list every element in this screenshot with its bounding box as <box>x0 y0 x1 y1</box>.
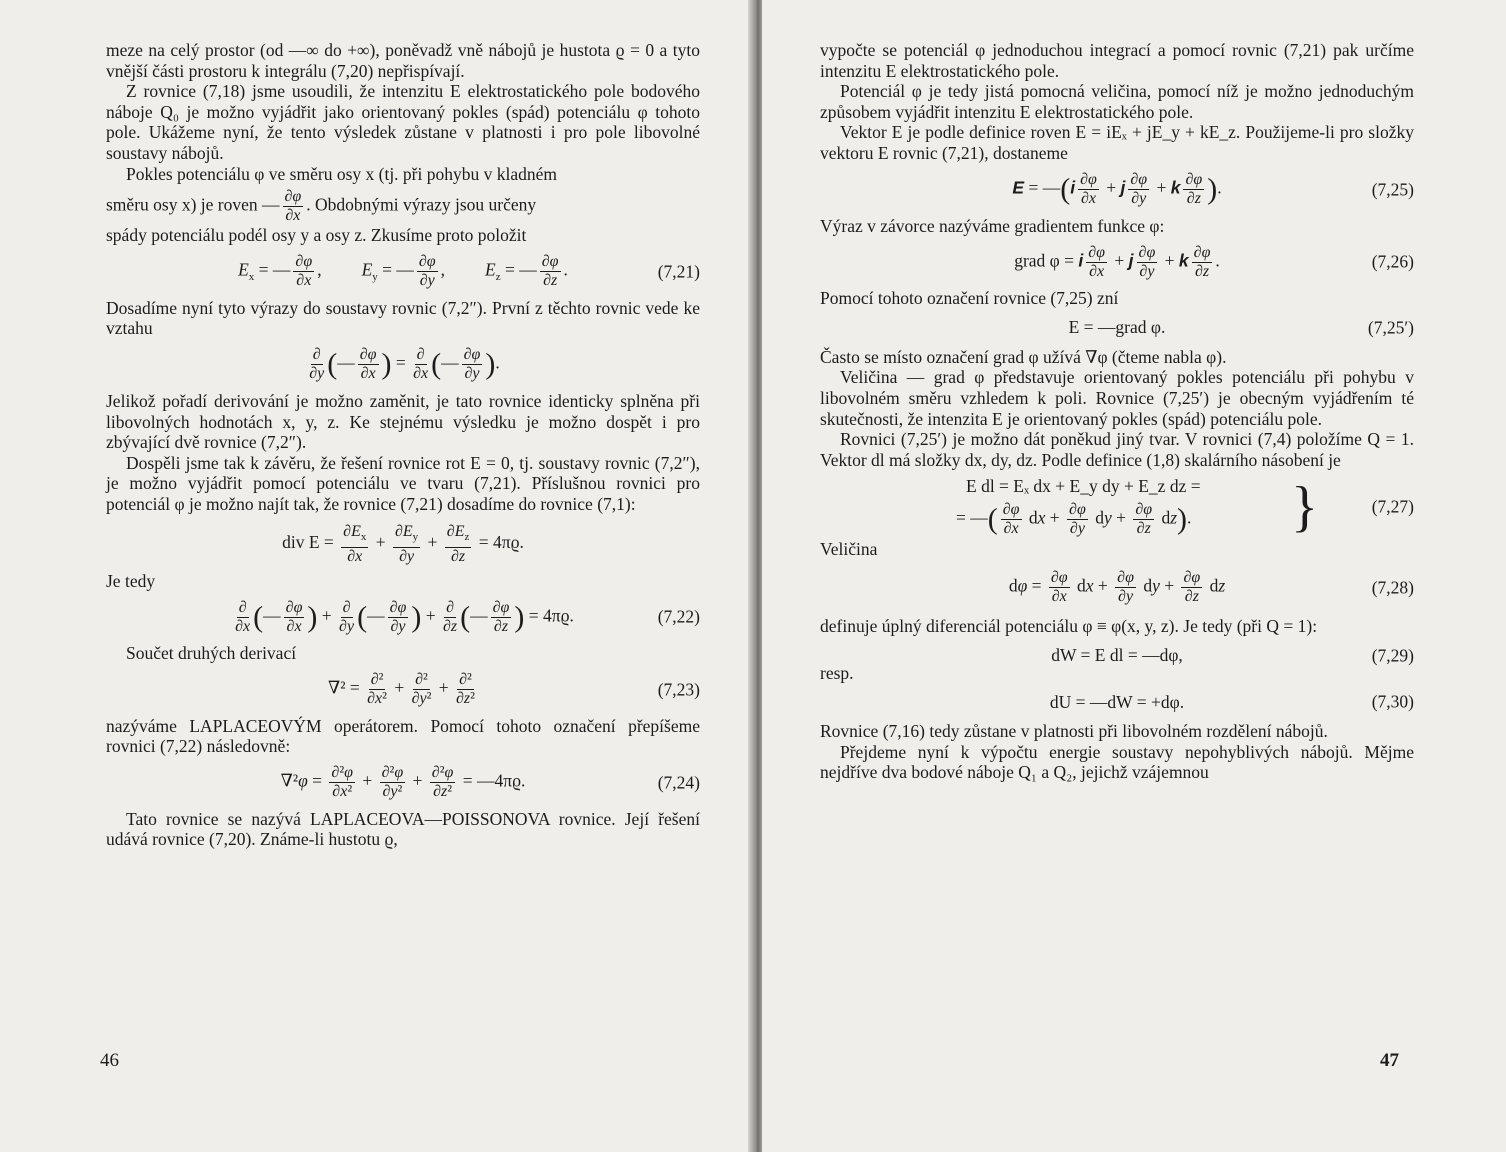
equation-mixed-derivatives: $\frac{\partial}{\partial y}$ (— $\frac{\partial\varphi}{\partial x}$ ) = $\frac{\partial}{\partial x}$ (— $\frac{\partial\varphi}{\partial y}$ ). <box>309 346 500 383</box>
equation-7-27 <box>820 476 1414 560</box>
equation-divergence: div E = $\frac{\partial E_x}{\partial x}$ + $\frac{\partial E_y}{\partial y}$ + $\frac{\partial E_z}{\partial z}$ = 4πϱ. <box>282 523 524 565</box>
equation-number: (7,23) <box>657 679 700 700</box>
page-number: 47 <box>1380 1050 1399 1071</box>
text: grad φ = <box>1014 250 1075 271</box>
label: resp. <box>820 662 854 683</box>
paragraph: Pokles potenciálu φ ve směru osy x (tj. při pohybu v kladném <box>126 163 558 184</box>
equation-7-22: $\frac{\partial}{\partial x}$ (— $\frac{\partial\varphi}{\partial x}$ ) + $\frac{\partial}{\partial y}$ (— $\frac{\partial\varphi}{\partial y}$ ) + $\frac{\partial}{\partial z}$ (— $\frac{\partial\varphi}{\partial z}$ ) = 4πϱ. (7,22) <box>235 598 700 635</box>
right-page <box>762 0 1506 1152</box>
equation-7-30 <box>820 687 1414 717</box>
text: dW = E dl = —dφ, <box>1051 645 1183 666</box>
right-text-column <box>820 40 1414 783</box>
equation-number: (7,25′) <box>1367 317 1414 338</box>
equation-number: (7,28) <box>1371 577 1414 598</box>
paragraph: meze na celý prostor (od —∞ do +∞), poněvadž vně nábojů je hustota ϱ = 0 a tyto vnější části prostoru k integrálu (7,20) nepřispívají. <box>106 40 700 81</box>
equation-number: (7,27) <box>1371 496 1414 517</box>
paragraph: Dosadíme nyní tyto výrazy do soustavy rovnic (7,2″). První z těchto rovnic vede ke vztahu <box>106 297 700 339</box>
equation-7-23: ∇² = $\frac{\text{∂²}}{\text{∂x²}}$ + $\frac{\text{∂²}}{\text{∂y²}}$ + $\frac{\text{∂²}}{\text{∂z²}}$ (7,23) <box>328 671 700 708</box>
label: Veličina <box>820 539 878 560</box>
equation-7-21: $E_x$ = — $\frac{\partial\varphi}{\partial x}$ , $E_y$ = — $\frac{\partial\varphi}{\partial y}$ , $E_z$ = — $\frac{\partial\varphi}{\partial z}$ . (7,21) <box>238 253 700 290</box>
text: div E = <box>282 532 334 553</box>
paragraph: vypočte se potenciál φ jednoduchou integrací a pomocí rovnic (7,21) pak určíme intenzitu E elektrostatického pole. <box>820 40 1414 81</box>
paragraph: Součet druhých derivací <box>126 643 297 664</box>
paragraph-with-fraction <box>106 188 700 225</box>
left-text-column <box>106 40 700 850</box>
fraction: $\frac{\partial\varphi}{\partial x}$ <box>284 188 302 225</box>
equation-line: = —( $\frac{\partial\varphi}{\partial x}$ dx + $\frac{\partial\varphi}{\partial y}$ dy + $\frac{\partial\varphi}{\partial z}$ dz). <box>956 500 1192 537</box>
paragraph: Dospěli jsme tak k závěru, že řešení rovnice rot E = 0, tj. soustavy rovnic (7,2″), je možno vyjádřit pomocí potenciálu ve tvaru (7,21). Příslušnou rovnici pro potenciál φ je možno najít tak, že rovnice (7,21) dosadíme do rovnice (7,1): <box>106 452 700 514</box>
paragraph: definuje úplný diferenciál potenciálu φ ≡ φ(x, y, z). Je tedy (při Q = 1): <box>820 615 1318 636</box>
equation-7-26: grad φ = i $\frac{\partial\varphi}{\partial x}$ + j $\frac{\partial\varphi}{\partial y}$ + k $\frac{\partial\varphi}{\partial z}$ . (7,26) <box>1014 243 1414 280</box>
equation-7-28: dφ = $\frac{\partial\varphi}{\partial x}$ dx + $\frac{\partial\varphi}{\partial y}$ dy + $\frac{\partial\varphi}{\partial z}$ dz (7,28) <box>1008 569 1414 606</box>
paragraph: Pomocí tohoto označení rovnice (7,25) zní <box>820 288 1119 309</box>
paragraph: Často se místo označení grad φ užívá ∇φ (čteme nabla φ). <box>820 346 1227 367</box>
text: dU = —dW = +dφ. <box>1049 691 1185 712</box>
paragraph: nazýváme LAPLACEOVÝM operátorem. Pomocí tohoto označení přepíšeme rovnici (7,22) následovně: <box>106 715 700 757</box>
brace: } <box>1291 476 1318 539</box>
equation-number: (7,30) <box>1371 691 1414 712</box>
paragraph: Jelikož pořadí derivování je možno zaměnit, je tato rovnice identicky splněna při libovolných hodnotách x, y, z. Ke stejnému výsledku je možno dospět i pro zbývající dvě rovnice (7,2″). <box>106 390 700 453</box>
paragraph: Potenciál φ je tedy jistá pomocná veličina, pomocí níž je možno jednoduchým způsobem vyjádřit intenzitu E elektrostatického pole. <box>820 81 1414 122</box>
paragraph: Veličina — grad φ představuje orientovaný pokles potenciálu při pohybu v libovolném směru vzhledem k poli. Rovnice (7,25′) je obecným vyjádřením té skutečnosti, že intenzita E je orientovaný pokles (spád) potenciálu pole. <box>820 367 1414 429</box>
equation-7-24: ∇²φ = $\frac{\text{∂²φ}}{\text{∂x²}}$ + $\frac{\text{∂²φ}}{\text{∂y²}}$ + $\frac{\text{∂²φ}}{\text{∂z²}}$ = —4πϱ. (7,24) <box>280 764 700 801</box>
text: . Obdobnými výrazy jsou určeny <box>306 194 537 215</box>
equation-number: (7,25) <box>1371 179 1414 200</box>
paragraph: Výraz v závorce nazýváme gradientem funkce φ: <box>820 215 1165 236</box>
equation-7-25-prime <box>820 313 1414 343</box>
text: směru osy x) je roven — <box>106 194 280 215</box>
equation-number: (7,21) <box>657 261 700 282</box>
text: = 4πϱ. <box>478 532 524 553</box>
paragraph: Vektor E je podle definice roven E = iEₓ + jE_y + kE_z. Použijeme-li pro složky vektoru E rovnic (7,21), dostaneme <box>820 122 1414 163</box>
paragraph: Z rovnice (7,18) jsme usoudili, že intenzitu E elektrostatického pole bodového náboje Q₀ je možno vyjádřit jako orientovaný pokles (spád) potenciálu φ tohoto pole. Ukážeme nyní, že tento výsledek zůstane v platnosti i pro pole libovolné soustavy nábojů. <box>106 81 700 163</box>
label: Je tedy <box>106 570 156 591</box>
equation-number: (7,29) <box>1371 645 1414 666</box>
equation-number: (7,24) <box>657 772 700 793</box>
paragraph: Rovnice (7,16) tedy zůstane v platnosti při libovolném rozdělení nábojů. <box>820 721 1328 742</box>
page-number: 46 <box>100 1050 119 1071</box>
paragraph: Rovnici (7,25′) je možno dát poněkud jiný tvar. V rovnici (7,4) položíme Q = 1. Vektor dl má složky dx, dy, dz. Podle definice (1,8) skalárního násobení je <box>820 429 1414 470</box>
equation-number: (7,22) <box>657 606 700 627</box>
paragraph: Tato rovnice se nazývá LAPLACEOVA—POISSONOVA rovnice. Její řešení udává rovnice (7,20). Známe-li hustotu ϱ, <box>106 808 700 850</box>
paragraph: spády potenciálu podél osy y a osy z. Zkusíme proto položit <box>106 225 527 246</box>
equation-number: (7,26) <box>1371 251 1414 272</box>
text: E = —grad φ. <box>1068 317 1166 338</box>
paragraph: Přejdeme nyní k výpočtu energie soustavy nepohyblivých nábojů. Mějme nejdříve dva bodové náboje Q₁ a Q₂, jejichž vzájemnou <box>820 741 1414 783</box>
equation-line: E dl = Eₓ dx + E_y dy + E_z dz = <box>966 476 1201 497</box>
left-page <box>0 0 752 1152</box>
equation-7-29 <box>820 641 1414 671</box>
equation-7-25: E = —(i $\frac{\partial\varphi}{\partial x}$ + j $\frac{\partial\varphi}{\partial y}$ + k $\frac{\partial\varphi}{\partial z}$ ). (7,25) <box>1012 171 1414 208</box>
